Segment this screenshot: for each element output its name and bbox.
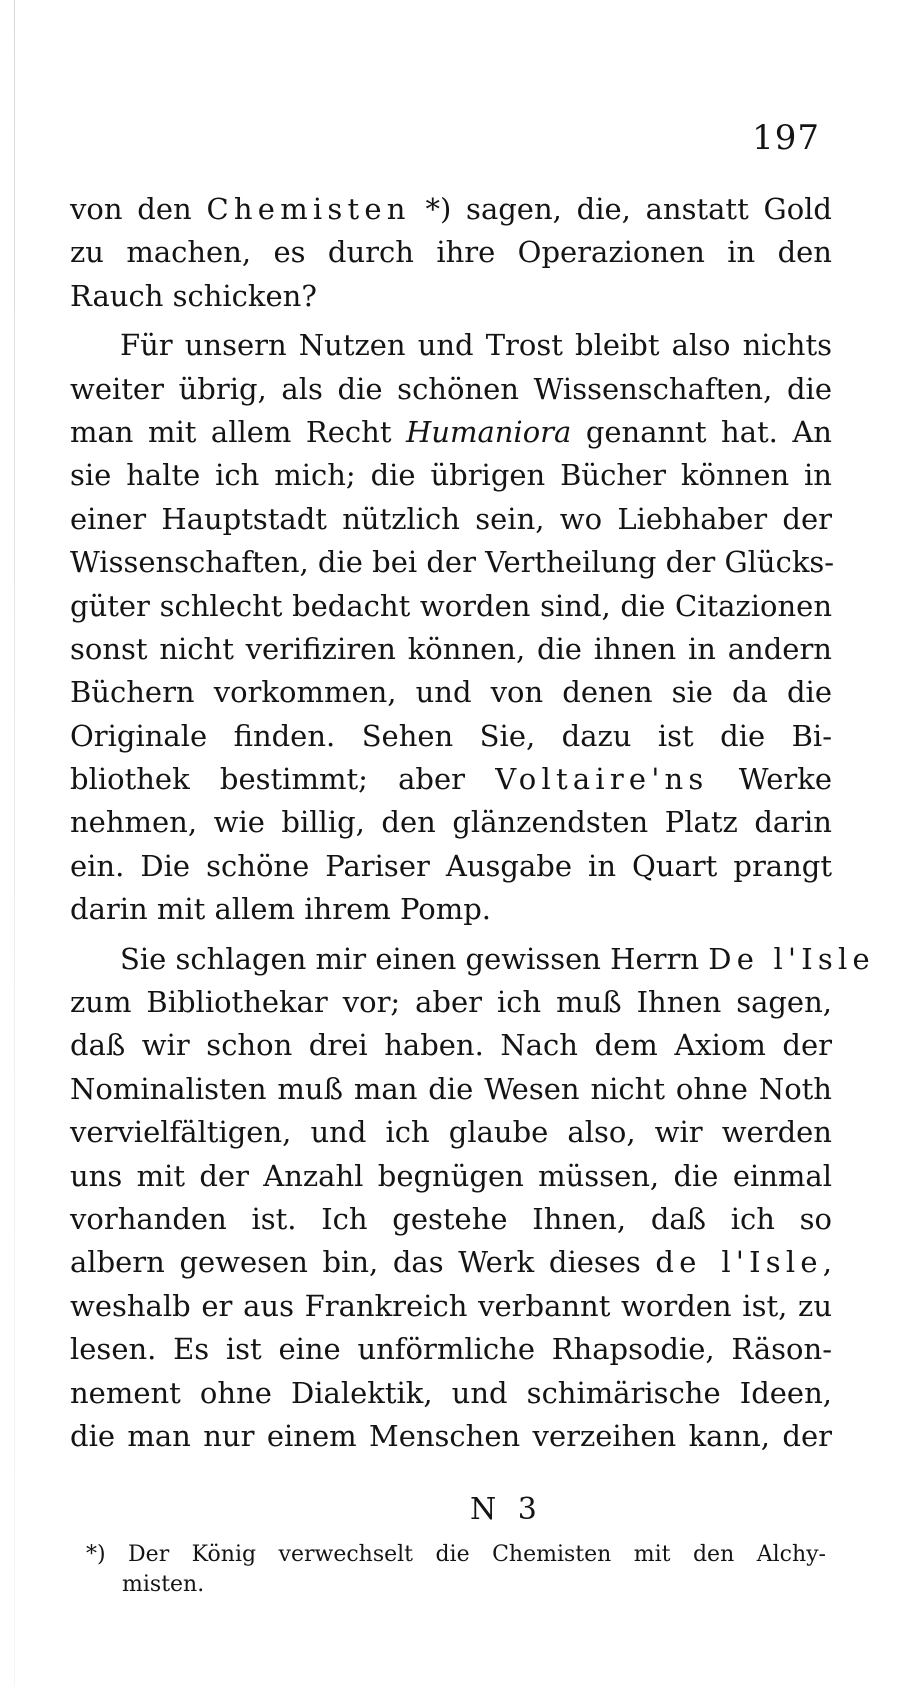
text-line (70, 275, 832, 318)
text-run: vervielfältigen, und ich glaube also, wir werden (70, 1115, 832, 1150)
text-line (70, 671, 832, 714)
text-line (70, 1241, 832, 1284)
text-run: weiter übrig, als die schönen Wissenschaften, die (70, 371, 832, 406)
text-run: daß wir schon drei haben. Nach dem Axiom der (70, 1028, 832, 1063)
text-run: Für unsern Nutzen und Trost bleibt also nichts (120, 328, 832, 363)
text-run: sonst nicht verifiziren können, die ihnen in andern (70, 631, 832, 666)
text-run: güter schlecht bedacht worden sind, die Citazionen (70, 588, 832, 623)
text-run: vorhanden ist. Ich gestehe Ihnen, daß ich so (70, 1201, 832, 1236)
text-line (70, 368, 832, 411)
text-line (70, 758, 832, 801)
text-line (70, 628, 832, 671)
text-line (70, 1285, 832, 1328)
footnote-line: *) Der König verwechselt die Chemisten mit den Alchy- (86, 1542, 826, 1567)
text-run: uns mit der Anzahl begnügen müssen, die einmal (70, 1158, 832, 1193)
text-run: von den (70, 192, 207, 226)
text-run: man mit allem Recht (70, 414, 406, 449)
text-line (70, 1111, 832, 1154)
text-run: die man nur einem Menschen verzeihen kann, der (70, 1418, 832, 1453)
text-line (70, 1372, 832, 1415)
footnote-line: misten. (122, 1572, 205, 1597)
body-text (70, 188, 875, 1458)
printer-signature: N 3 (470, 1492, 543, 1527)
text-line (70, 1155, 832, 1198)
text-line (70, 1024, 832, 1067)
text-line (70, 585, 832, 628)
text-run: nehmen, wie billig, den glänzendsten Platz darin (70, 805, 832, 840)
text-line (70, 845, 832, 888)
text-run: lesen. Es ist eine unförmliche Rhapsodie, Räson- (70, 1332, 832, 1367)
page-number: 197 (752, 118, 820, 158)
text-line (70, 1415, 832, 1458)
text-line (70, 188, 832, 231)
text-run: Werke (708, 762, 832, 797)
text-run: Originale finden. Sehen Sie, dazu ist die Bi- (70, 718, 832, 753)
text-run: darin mit allem ihrem Pomp. (70, 892, 492, 927)
text-line (70, 231, 832, 274)
text-run: albern gewesen bin, das Werk dieses (70, 1245, 656, 1280)
text-line (70, 498, 832, 541)
page-edge-shadow (14, 0, 15, 1686)
text-line (70, 888, 832, 931)
text-run: , (822, 1245, 832, 1280)
spaced-name: de l'Isle (655, 1245, 823, 1280)
text-line (70, 715, 832, 758)
latin-term: Humaniora (405, 414, 572, 449)
text-run: Sie schlagen mir einen gewissen Herrn (120, 941, 709, 976)
text-line (70, 801, 832, 844)
text-line (70, 981, 832, 1024)
text-run: *) sagen, die, anstatt Gold (410, 192, 832, 226)
text-line (70, 938, 875, 981)
text-line (70, 324, 832, 367)
text-run: nement ohne Dialektik, und schimärische Ideen, (70, 1375, 832, 1410)
text-line (70, 1328, 832, 1371)
text-run: Wissenschaften, die bei der Vertheilung der Glücks- (70, 545, 835, 580)
text-line (70, 454, 832, 497)
footnote (86, 1540, 826, 1600)
spaced-name: De l'Isle (708, 941, 875, 976)
text-run: Büchern vorkommen, und von denen sie da die (70, 675, 832, 710)
text-run: bliothek bestimmt; aber (70, 762, 496, 797)
text-run: zu machen, es durch ihre Operazionen in den (70, 235, 832, 270)
text-run: zum Bibliothekar vor; aber ich muß Ihnen sagen, (70, 985, 832, 1020)
spaced-name: Voltaire'ns (495, 762, 709, 797)
text-run: sie halte ich mich; die übrigen Bücher können in (70, 458, 832, 493)
text-run: einer Hauptstadt nützlich sein, wo Liebhaber der (70, 501, 832, 536)
text-run: Nominalisten muß man die Wesen nicht ohne Noth (70, 1071, 832, 1106)
text-line (70, 411, 832, 454)
text-run: weshalb er aus Frankreich verbannt worden ist, zu (70, 1288, 832, 1323)
text-line (70, 1198, 832, 1241)
text-line (70, 1068, 832, 1111)
text-run: ein. Die schöne Pariser Ausgabe in Quart prangt (70, 848, 832, 883)
text-run: genannt hat. An (571, 414, 832, 449)
text-line (70, 541, 835, 584)
text-run: Rauch schicken? (70, 278, 317, 313)
spaced-name: Chemisten (206, 192, 411, 226)
